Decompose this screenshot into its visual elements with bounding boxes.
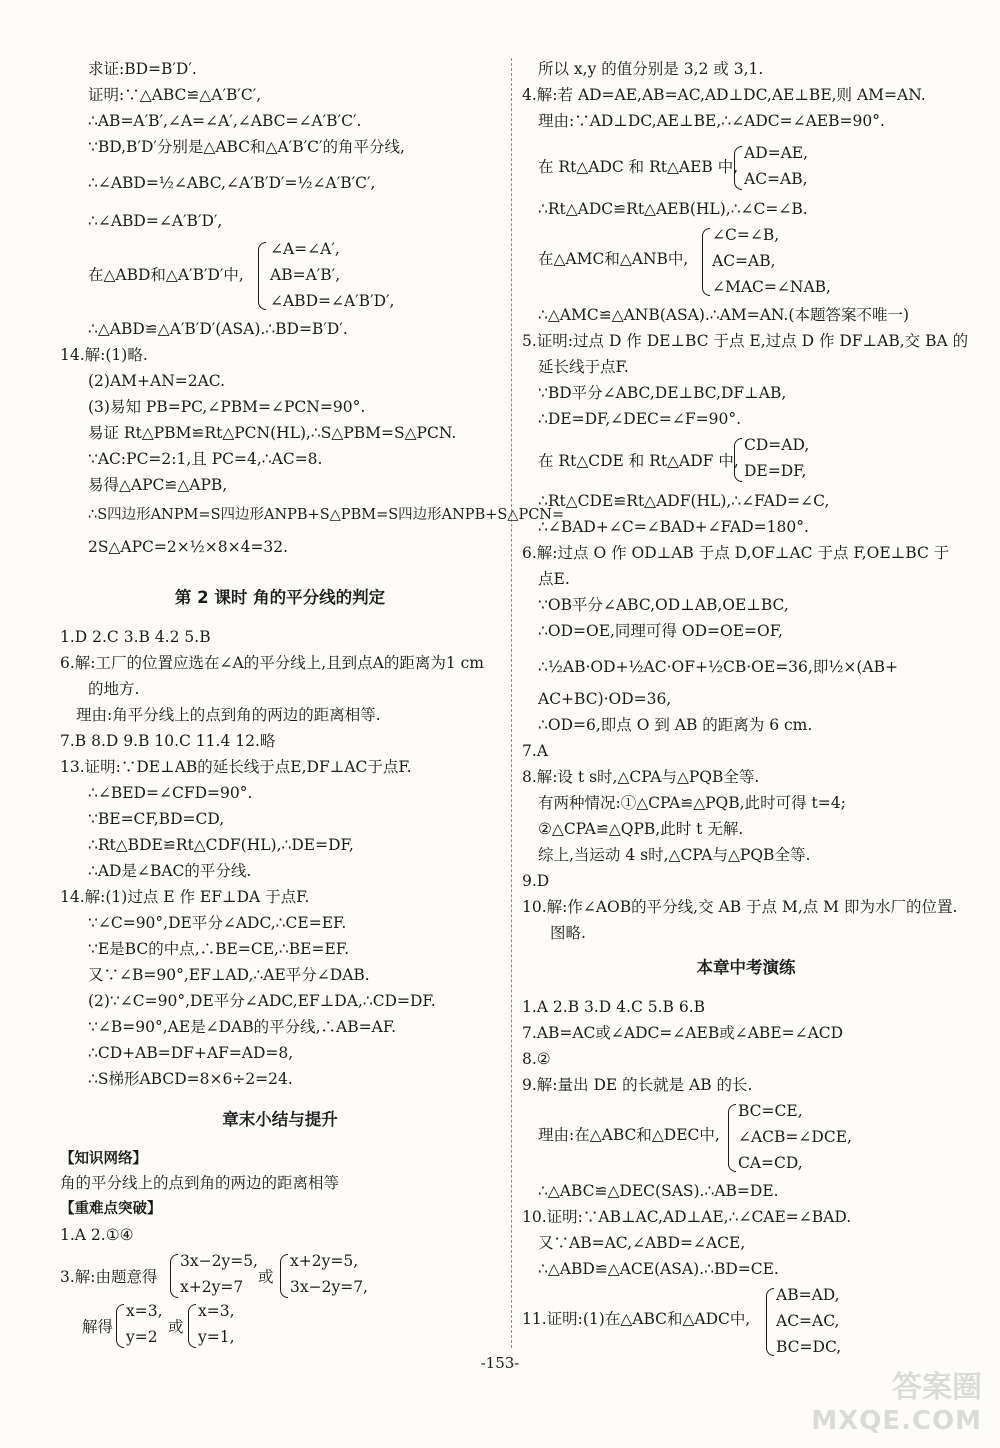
text-line: ∵OB平分∠ABC,OD⊥AB,OE⊥BC,: [538, 596, 789, 614]
text-line: 11.证明:(1)在△ABC和△ADC中,: [522, 1310, 751, 1328]
text-line: 9.D: [522, 872, 550, 890]
brace-line: x=3,: [198, 1302, 235, 1320]
text-line: ∵AC:PC=2:1,且 PC=4,∴AC=8.: [88, 450, 323, 468]
text-line: ∴∠BED=∠CFD=90°.: [88, 784, 253, 802]
text-line: 延长线于点F.: [538, 358, 629, 376]
text-line: 理由:∵AD⊥DC,AE⊥BE,∴∠ADC=∠AEB=90°.: [538, 112, 885, 130]
text-line: 3.解:由题意得: [60, 1268, 158, 1286]
brace-line: x=3,: [126, 1302, 163, 1320]
text-line: ∴△ABC≌△DEC(SAS).∴AB=DE.: [538, 1182, 779, 1200]
brace-line: 3x−2y=7,: [290, 1278, 368, 1296]
text-line: 在 Rt△CDE 和 Rt△ADF 中,: [538, 452, 739, 470]
text-line: 在△AMC和△ANB中,: [538, 250, 689, 268]
subsection-tag: 【重难点突破】: [60, 1201, 162, 1217]
text-line: ∴DE=DF,∠DEC=∠F=90°.: [538, 410, 741, 428]
brace-line: BC=DC,: [776, 1338, 842, 1356]
text-line: ∵∠C=90°,DE平分∠ADC,∴CE=EF.: [88, 914, 347, 932]
text-line: 又∵∠B=90°,EF⊥AD,∴AE平分∠DAB.: [88, 966, 370, 984]
text-line: 图略.: [550, 924, 586, 942]
text-line: 在 Rt△ADC 和 Rt△AEB 中,: [538, 158, 739, 176]
brace-line: CA=CD,: [738, 1154, 803, 1172]
text-line: 易证 Rt△PBM≌Rt△PCN(HL),∴S△PBM=S△PCN.: [88, 424, 457, 442]
text-line: 理由:角平分线上的点到角的两边的距离相等.: [76, 706, 381, 724]
text-line: ∴AB=A′B′,∠A=∠A′,∠ABC=∠A′B′C′.: [88, 112, 362, 130]
brace-line: x+2y=7: [180, 1278, 244, 1296]
brace-line: y=1,: [198, 1328, 235, 1346]
brace-line: ∠ACB=∠DCE,: [738, 1128, 852, 1146]
brace-line: AB=A′B′,: [270, 266, 341, 284]
column-divider: [511, 58, 512, 1348]
subsection-tag: 【知识网络】: [60, 1151, 147, 1167]
section-heading: 章末小结与提升: [222, 1110, 338, 1129]
brace-line: BC=CE,: [738, 1102, 803, 1120]
text-line: 1.A 2.①④: [60, 1226, 134, 1244]
text-line: (2)∵∠C=90°,DE平分∠ADC,EF⊥DA,∴CD=DF.: [88, 992, 436, 1010]
text-line: 易得△APC≌△APB,: [88, 476, 228, 494]
text-line: ∴△ABD≌△ACE(ASA).∴BD=CE.: [538, 1260, 779, 1278]
text-line: ∵BD平分∠ABC,DE⊥BC,DF⊥AB,: [538, 384, 787, 402]
brace-line: ∠C=∠B,: [712, 226, 780, 244]
text-line: 13.证明:∵DE⊥AB的延长线于点E,DF⊥AC于点F.: [60, 758, 412, 776]
text-line: 理由:在△ABC和△DEC中,: [538, 1126, 720, 1144]
text-line: 10.解:作∠AOB的平分线,交 AB 于点 M,点 M 即为水厂的位置.: [522, 898, 958, 916]
left-brace: [188, 1304, 196, 1348]
text-line: ∴S四边形ANPM=S四边形ANPB+S△PBM=S四边形ANPB+S△PCN=: [88, 507, 565, 523]
page-number: -153-: [480, 1354, 520, 1372]
text-line: 综上,当运动 4 s时,△CPA与△PQB全等.: [538, 846, 811, 864]
text-line: ∵∠B=90°,AE是∠DAB的平分线,∴AB=AF.: [88, 1018, 397, 1036]
text-line: 5.证明:过点 D 作 DE⊥BC 于点 E,过点 D 作 DF⊥AB,交 BA 的: [522, 332, 969, 350]
text-line: 10.证明:∵AB⊥AC,AD⊥AE,∴∠CAE=∠BAD.: [522, 1208, 852, 1226]
watermark-logo: [811, 1362, 992, 1442]
text-line: 证明:∵△ABC≌△A′B′C′,: [88, 86, 262, 104]
left-brace: [170, 1254, 178, 1298]
text-line: 7.AB=AC或∠ADC=∠AEB或∠ABE=∠ACD: [522, 1024, 844, 1042]
text-line: ∴△AMC≌△ANB(ASA).∴AM=AN.(本题答案不唯一): [538, 306, 909, 324]
text-line: 点E.: [538, 570, 570, 588]
brace-line: AD=AE,: [744, 144, 809, 162]
left-brace: [734, 146, 742, 190]
watermark-text: 答案圈: [892, 1370, 982, 1405]
brace-line: y=2: [126, 1328, 158, 1346]
brace-line: AB=AD,: [776, 1286, 840, 1304]
text-line: ∵BE=CF,BD=CD,: [88, 810, 225, 828]
text-line: 8.②: [522, 1050, 551, 1068]
text-line: ∴OD=OE,同理可得 OD=OE=OF,: [538, 622, 783, 640]
left-brace: [280, 1254, 288, 1298]
text-line: 或: [258, 1268, 274, 1286]
brace-line: ∠MAC=∠NAB,: [712, 278, 831, 296]
brace-line: DE=DF,: [744, 462, 807, 480]
text-line: AC+BC)·OD=36,: [538, 690, 672, 708]
text-line: ∴∠BAD+∠C=∠BAD+∠FAD=180°.: [538, 518, 809, 536]
text-line: ∴AD是∠BAC的平分线.: [88, 862, 252, 880]
text-line: 求证:BD=B′D′.: [88, 60, 197, 78]
section-heading: 第 2 课时 角的平分线的判定: [174, 588, 386, 607]
text-line: (2)AM+AN=2AC.: [88, 372, 226, 390]
text-line: ∴½AB·OD+½AC·OF+½CB·OE=36,即½×(AB+: [538, 658, 898, 676]
text-line: ∵E是BC的中点,∴BE=CE,∴BE=EF.: [88, 940, 350, 958]
text-line: 解得: [82, 1318, 114, 1336]
text-line: ∴Rt△ADC≌Rt△AEB(HL),∴∠C=∠B.: [538, 200, 808, 218]
text-line: ∴Rt△BDE≌Rt△CDF(HL),∴DE=DF,: [88, 836, 354, 854]
text-line: 又∵AB=AC,∠ABD=∠ACE,: [538, 1234, 746, 1252]
text-line: 的地方.: [88, 680, 140, 698]
text-line: ∴Rt△CDE≌Rt△ADF(HL),∴∠FAD=∠C,: [538, 492, 830, 510]
text-line: 在△ABD和△A′B′D′中,: [88, 266, 244, 284]
text-line: ∴△ABD≌△A′B′D′(ASA).∴BD=B′D′.: [88, 320, 348, 338]
text-line: 7.B 8.D 9.B 10.C 11.4 12.略: [60, 732, 276, 750]
left-brace: [734, 438, 742, 482]
text-line: ②△CPA≌△QPB,此时 t 无解.: [538, 820, 744, 838]
left-brace: [702, 228, 710, 296]
brace-line: CD=AD,: [744, 436, 810, 454]
text-line: 或: [168, 1318, 184, 1336]
text-line: 有两种情况:①△CPA≌△PQB,此时可得 t=4;: [538, 794, 846, 812]
text-line: 2S△APC=2×½×8×4=32.: [88, 538, 289, 556]
brace-line: ∠A=∠A′,: [270, 240, 340, 258]
text-line: ∴S梯形ABCD=8×6÷2=24.: [88, 1070, 293, 1088]
text-line: ∴CD+AB=DF+AF=AD=8,: [88, 1044, 294, 1062]
text-line: 1.A 2.B 3.D 4.C 5.B 6.B: [522, 998, 706, 1016]
brace-line: 3x−2y=5,: [180, 1252, 258, 1270]
text-line: 所以 x,y 的值分别是 3,2 或 3,1.: [538, 60, 764, 78]
text-line: ∵BD,B′D′分别是△ABC和△A′B′C′的角平分线,: [88, 138, 405, 156]
text-line: 14.解:(1)过点 E 作 EF⊥DA 于点F.: [60, 888, 310, 906]
section-heading: 本章中考演练: [696, 958, 796, 977]
brace-line: x+2y=5,: [290, 1252, 359, 1270]
text-line: ∴OD=6,即点 O 到 AB 的距离为 6 cm.: [538, 716, 813, 734]
text-line: 6.解:工厂的位置应选在∠A的平分线上,且到点A的距离为1 cm: [60, 654, 484, 672]
brace-line: AC=AB,: [712, 252, 776, 270]
text-line: ∴∠ABD=½∠ABC,∠A′B′D′=½∠A′B′C′,: [88, 174, 376, 192]
text-line: 角的平分线上的点到角的两边的距离相等: [60, 1174, 340, 1192]
brace-line: ∠ABD=∠A′B′D′,: [270, 292, 395, 310]
brace-line: AC=AB,: [744, 170, 808, 188]
left-brace: [728, 1104, 736, 1172]
left-brace: [766, 1288, 774, 1356]
text-line: 7.A: [522, 742, 548, 760]
text-line: ∴∠ABD=∠A′B′D′,: [88, 212, 223, 230]
text-line: (3)易知 PB=PC,∠PBM=∠PCN=90°.: [88, 398, 366, 416]
left-brace: [116, 1304, 124, 1348]
left-brace: [258, 242, 266, 310]
text-line: 8.解:设 t s时,△CPA与△PQB全等.: [522, 768, 760, 786]
text-line: 4.解:若 AD=AE,AB=AC,AD⊥DC,AE⊥BE,则 AM=AN.: [522, 86, 926, 104]
text-line: 1.D 2.C 3.B 4.2 5.B: [60, 628, 211, 646]
text-line: 14.解:(1)略.: [60, 346, 148, 364]
text-line: 6.解:过点 O 作 OD⊥AB 于点 D,OF⊥AC 于点 F,OE⊥BC 于: [522, 544, 950, 562]
watermark-url: MXQE.COM: [811, 1406, 982, 1436]
text-line: 9.解:量出 DE 的长就是 AB 的长.: [522, 1076, 753, 1094]
brace-line: AC=AC,: [776, 1312, 840, 1330]
